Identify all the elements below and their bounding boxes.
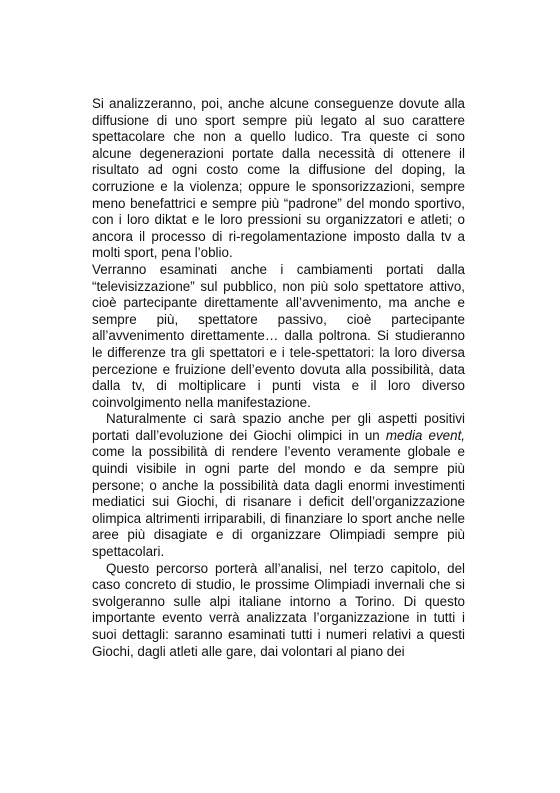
media-event-term: media event, bbox=[385, 427, 466, 443]
paragraph-televisization: Verranno esaminati anche i cambiamenti portati dalla “televisizzazione” sul pubblico, non più solo spettatore attivo, cioè partecipante direttamente all’avvenimento, ma anche e sempre più, spettatore passivo, cioè partecipante all’avvenimento direttamente… dalla poltrona. Si studieranno le differenze tra gli spettatori e i tele-spettatori: la loro diversa percezione e fruizione dell’evento dovuta alla possibilità, data dalla tv, di moltiplicare i punti vista e il loro diverso coinvolgimento nella manifestazione. bbox=[92, 261, 465, 410]
paragraph-positive-aspects-start: Naturalmente ci sarà spazio anche per gli aspetti positivi portati dall’evoluzione dei Giochi olimpici in un bbox=[92, 411, 465, 443]
paragraph-positive-aspects-end: come la possibilità di rendere l’evento veramente globale e quindi visibile in ogni parte del mondo e da sempre più persone; o anche la possibilità data dagli enormi investimenti mediatici sui Giochi, di risanare i deficit dell’organizzazione olimpica altrimenti irriparabili, di finanziare lo sport anche nelle aree più disagiate e di organizzare Olimpiadi sempre più spettacolari. bbox=[92, 444, 465, 560]
paragraph-torino-case-study: Questo percorso porterà all’analisi, nel terzo capitolo, del caso concreto di studio, le prossime Olimpiadi invernali che si svolgeranno sulle alpi italiane intorno a Torino. Di questo importante evento verrà analizzata l’organizzazione in tutti i suoi dettagli: saranno esaminati tutti i numeri relativi a questi Giochi, dagli atleti alle gare, dai volontari al piano dei bbox=[92, 560, 465, 659]
paragraph-positive-aspects bbox=[92, 411, 465, 560]
paragraph-consequences: Si analizzeranno, poi, anche alcune conseguenze dovute alla diffusione di uno sport sempre più legato al suo carattere spettacolare che non a quello ludico. Tra queste ci sono alcune degenerazioni portate dalla necessità di ottenere il risultato ad ogni costo come la diffusione del doping, la corruzione e la violenza; oppure le sponsorizzazioni, sempre meno benefattrici e sempre più “padrone” del mondo sportivo, con i loro diktat e le loro pressioni su organizzatori e atleti; o ancora il processo di ri-regolamentazione imposto dalla tv a molti sport, pena l’oblio. bbox=[92, 96, 465, 261]
document-page bbox=[92, 96, 465, 660]
